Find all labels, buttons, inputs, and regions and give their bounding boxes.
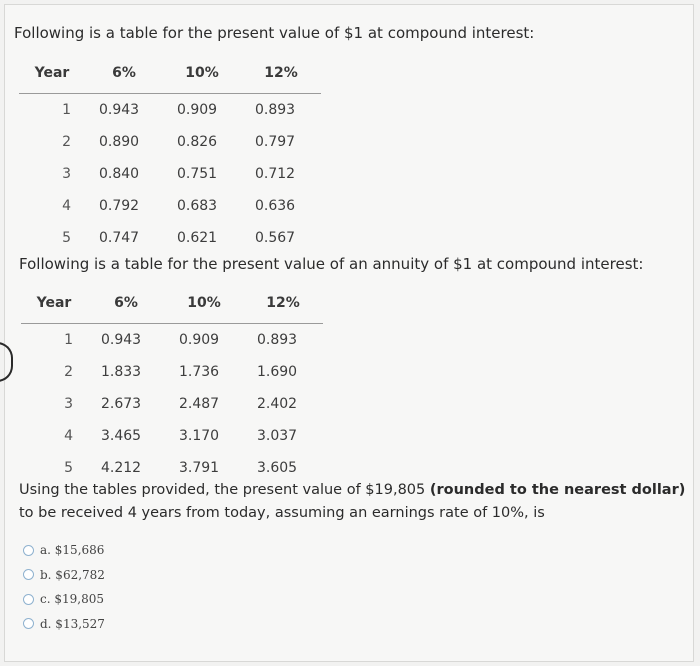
question-emphasis: (rounded to the nearest dollar) — [429, 482, 686, 498]
question-panel — [4, 4, 694, 662]
year-cell: 5 — [64, 460, 73, 476]
value-cell: 0.621 — [177, 230, 218, 246]
value-cell: 0.943 — [99, 102, 140, 118]
value-cell: 0.890 — [99, 134, 140, 150]
answer-option-b[interactable] — [23, 563, 105, 588]
question-text-part: to be received 4 years from today, assuming an earnings rate of 10%, is — [19, 505, 545, 521]
present-value-table — [19, 53, 321, 254]
value-cell: 0.712 — [255, 166, 296, 182]
answer-options — [23, 538, 105, 636]
table-header-row — [19, 53, 321, 94]
value-cell: 0.797 — [255, 134, 296, 150]
table1-title: Following is a table for the present value of $1 at compound interest: — [14, 24, 535, 42]
value-cell: 1.690 — [257, 364, 298, 380]
table-header-row — [21, 283, 323, 324]
question-text — [19, 479, 689, 525]
year-cell: 4 — [62, 198, 71, 214]
column-header: 6% — [87, 283, 165, 324]
value-cell: 0.909 — [177, 102, 218, 118]
column-header: 6% — [85, 53, 163, 94]
year-cell: 1 — [62, 102, 71, 118]
value-cell: 4.212 — [101, 460, 142, 476]
year-cell: 4 — [64, 428, 73, 444]
question-text-part: Using the tables provided, the present value of $19,805 — [19, 482, 430, 498]
table-row — [19, 158, 321, 190]
table-row — [21, 388, 323, 420]
annuity-value-table — [21, 283, 323, 484]
value-cell: 0.747 — [99, 230, 140, 246]
answer-option-d[interactable] — [23, 612, 105, 637]
radio-button[interactable] — [23, 618, 34, 629]
table2-title: Following is a table for the present value of an annuity of $1 at compound interest: — [19, 255, 644, 273]
radio-button[interactable] — [23, 545, 34, 556]
value-cell: 0.893 — [257, 332, 298, 348]
option-label[interactable]: d. $13,527 — [40, 616, 105, 631]
column-header: 12% — [241, 53, 321, 94]
table-row — [21, 324, 323, 357]
radio-button[interactable] — [23, 569, 34, 580]
value-cell: 3.791 — [179, 460, 220, 476]
value-cell: 3.605 — [257, 460, 298, 476]
option-label[interactable]: b. $62,782 — [40, 567, 105, 582]
value-cell: 3.037 — [257, 428, 298, 444]
value-cell: 1.833 — [101, 364, 142, 380]
radio-button[interactable] — [23, 594, 34, 605]
value-cell: 0.840 — [99, 166, 140, 182]
column-header: 10% — [165, 283, 243, 324]
value-cell: 0.683 — [177, 198, 218, 214]
column-header: Year — [21, 283, 87, 324]
value-cell: 3.465 — [101, 428, 142, 444]
value-cell: 3.170 — [179, 428, 220, 444]
year-cell: 1 — [64, 332, 73, 348]
answer-option-c[interactable] — [23, 587, 105, 612]
value-cell: 0.893 — [255, 102, 296, 118]
year-cell: 3 — [64, 396, 73, 412]
value-cell: 2.402 — [257, 396, 298, 412]
option-label[interactable]: c. $19,805 — [40, 592, 104, 607]
table-row — [21, 356, 323, 388]
table-row — [19, 190, 321, 222]
value-cell: 0.826 — [177, 134, 218, 150]
value-cell: 0.751 — [177, 166, 218, 182]
year-cell: 2 — [62, 134, 71, 150]
value-cell: 0.636 — [255, 198, 296, 214]
option-label[interactable]: a. $15,686 — [40, 543, 105, 558]
table-row — [21, 420, 323, 452]
year-cell: 2 — [64, 364, 73, 380]
value-cell: 1.736 — [179, 364, 220, 380]
year-cell: 5 — [62, 230, 71, 246]
table-row — [19, 94, 321, 127]
table-row — [19, 126, 321, 158]
year-cell: 3 — [62, 166, 71, 182]
column-header: 12% — [243, 283, 323, 324]
value-cell: 0.792 — [99, 198, 140, 214]
value-cell: 0.943 — [101, 332, 142, 348]
table-row — [19, 222, 321, 254]
value-cell: 2.487 — [179, 396, 220, 412]
value-cell: 0.909 — [179, 332, 220, 348]
column-header: 10% — [163, 53, 241, 94]
column-header: Year — [19, 53, 85, 94]
value-cell: 2.673 — [101, 396, 142, 412]
value-cell: 0.567 — [255, 230, 296, 246]
answer-option-a[interactable] — [23, 538, 105, 563]
